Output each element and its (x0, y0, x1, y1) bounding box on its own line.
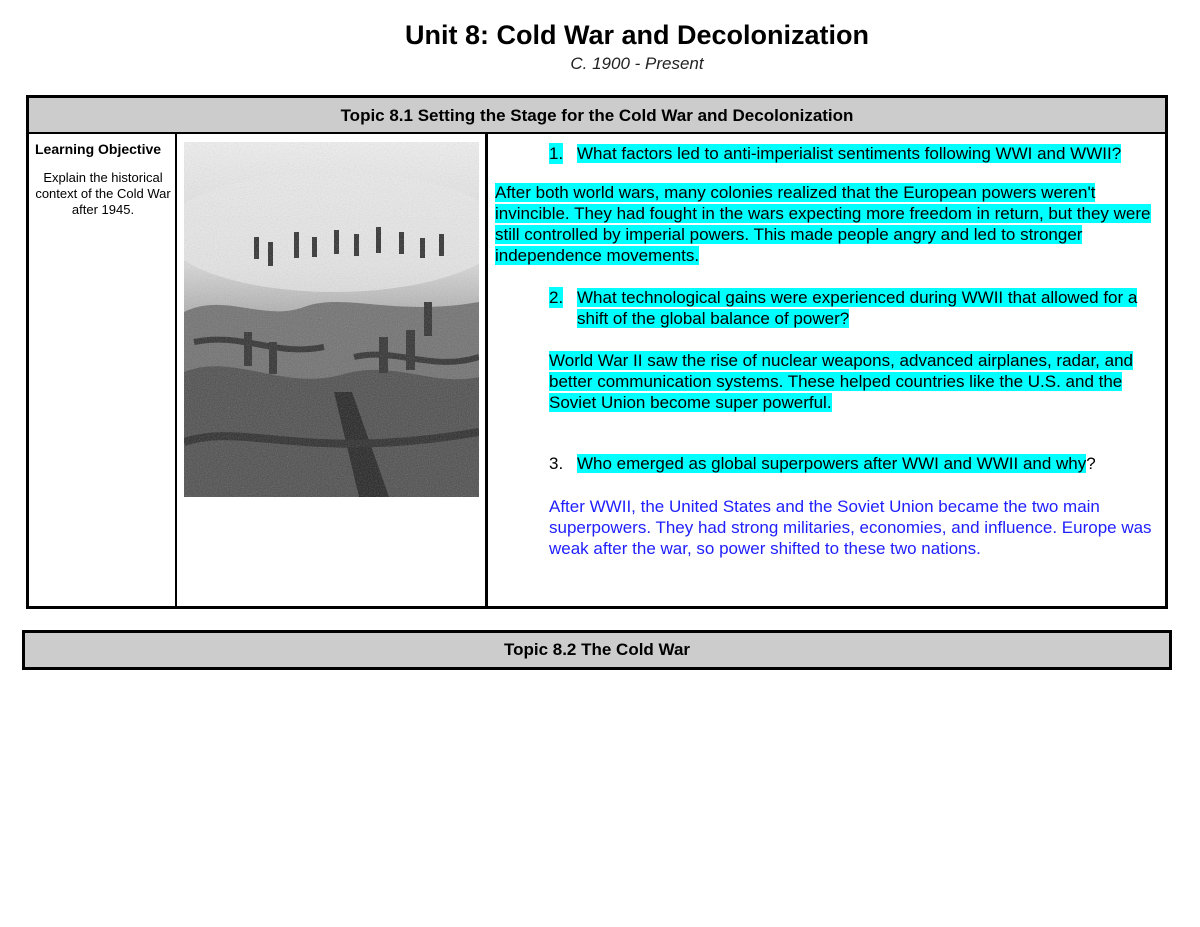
question-1 (549, 143, 1169, 164)
learning-objective-text: Explain the historical context of the Cold War after 1945. (35, 170, 171, 217)
question-1-text: What factors led to anti-imperialist sentiments following WWI and WWII? (577, 144, 1122, 163)
answer-1-text: After both world wars, many colonies realized that the European powers weren't invincible. They had fought in the wars expecting more freedom in return, but they were still controlled by imperial powers. This made people angry and led to stronger independence movements. (495, 183, 1151, 265)
question-3-text: Who emerged as global superpowers after WWI and WWII and why (577, 454, 1087, 473)
question-2-number: 2. (549, 288, 564, 307)
question-2-text: What technological gains were experienced during WWII that allowed for a shift of the global balance of power? (577, 288, 1138, 328)
questions-cell (488, 134, 1165, 606)
answer-1 (495, 182, 1160, 266)
topic-8-1-table (26, 95, 1168, 609)
learning-objective-cell (29, 134, 177, 606)
learning-objective-label: Learning Objective (35, 141, 162, 157)
topic-8-1-row (29, 134, 1165, 606)
question-1-number: 1. (549, 144, 564, 163)
answer-2 (549, 350, 1149, 413)
question-3 (549, 453, 1169, 474)
topic-8-1-heading: Topic 8.1 Setting the Stage for the Cold War and Decolonization (29, 98, 1165, 134)
image-cell (177, 134, 488, 606)
question-2 (549, 287, 1149, 329)
question-3-suffix: ? (1086, 454, 1096, 473)
answer-2-text: World War II saw the rise of nuclear weapons, advanced airplanes, radar, and better communication systems. These helped countries like the U.S. and the Soviet Union become super powerful. (549, 351, 1133, 412)
question-3-number: 3. (549, 454, 564, 473)
unit-title: Unit 8: Cold War and Decolonization (405, 20, 869, 50)
answer-3-text: After WWII, the United States and the Soviet Union became the two main superpowers. They had strong militaries, economies, and influence. Europe was weak after the war, so power shifted to these two nations. (549, 497, 1152, 558)
topic-8-2-heading: Topic 8.2 The Cold War (22, 630, 1172, 670)
unit-subtitle: C. 1900 - Present (570, 54, 704, 73)
trench-warfare-photo (184, 142, 479, 497)
answer-3 (549, 496, 1164, 559)
